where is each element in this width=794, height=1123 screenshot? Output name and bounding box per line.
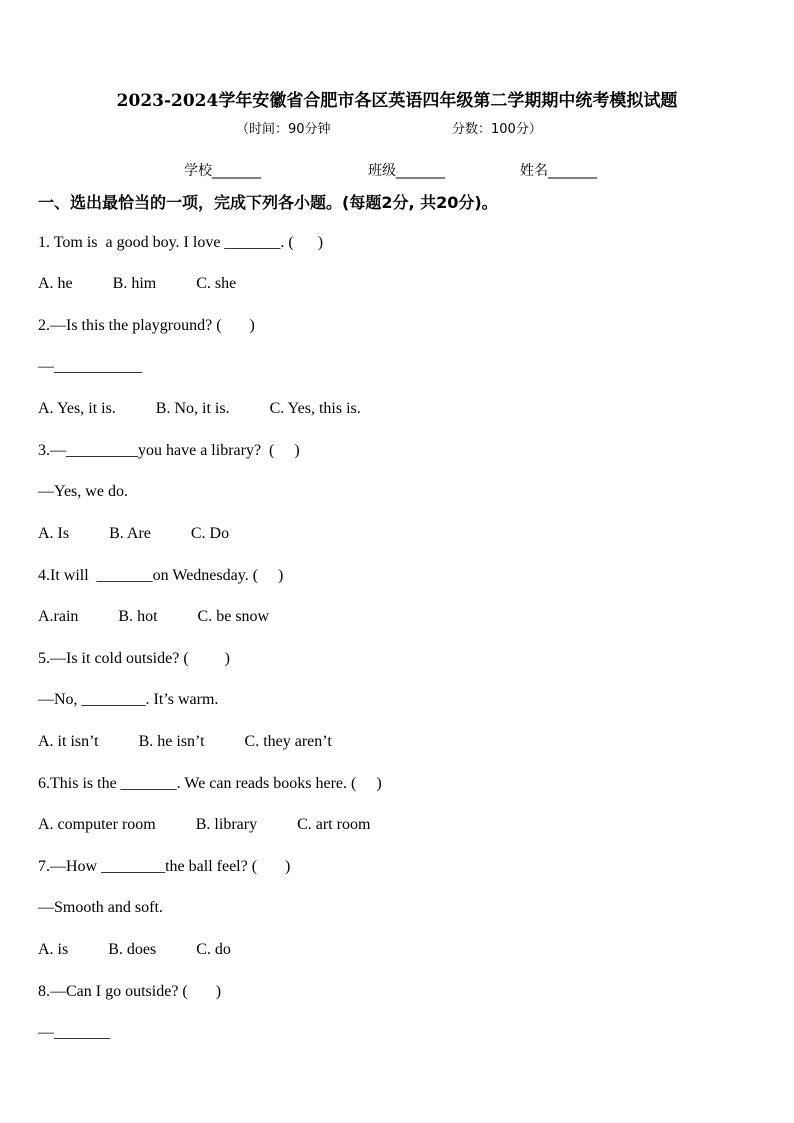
- answer-line: —No, ________. It’s warm.: [38, 691, 219, 708]
- question-line: 4.It will _______on Wednesday. ( ): [38, 567, 284, 584]
- option-line: A. Yes, it is. B. No, it is. C. Yes, this is.: [38, 400, 361, 417]
- exam-time: （时间：90分钟: [236, 122, 331, 137]
- option-line: A. computer room B. library C. art room: [38, 816, 371, 833]
- question-line: 5.—Is it cold outside? ( ): [38, 650, 230, 667]
- answer-line: —Smooth and soft.: [38, 899, 163, 916]
- school-field: 学校_______: [184, 163, 261, 179]
- option-line: A. it isn’t B. he isn’t C. they aren’t: [38, 733, 332, 750]
- question-line: 6.This is the _______. We can reads books here. ( ): [38, 775, 382, 792]
- answer-line: —Yes, we do.: [38, 483, 128, 500]
- section-heading: 一、选出最恰当的一项，完成下列各小题。(每题2分, 共20分)。: [38, 193, 498, 212]
- question-line: 1. Tom is a good boy. I love _______. ( ): [38, 234, 324, 251]
- option-line: A. Is B. Are C. Do: [38, 525, 230, 542]
- question-line: 8.—Can I go outside? ( ): [38, 983, 222, 1000]
- exam-score: 分数：100分）: [452, 122, 542, 137]
- class-field: 班级_______: [368, 163, 445, 179]
- option-line: A. is B. does C. do: [38, 941, 231, 958]
- answer-line: —___________: [38, 358, 142, 375]
- option-line: A.rain B. hot C. be snow: [38, 608, 270, 625]
- answer-line: —_______: [38, 1024, 110, 1041]
- name-field: 姓名_______: [520, 163, 597, 179]
- option-line: A. he B. him C. she: [38, 275, 237, 292]
- question-line: 3.—_________you have a library? ( ): [38, 442, 300, 459]
- question-line: 2.—Is this the playground? ( ): [38, 317, 255, 334]
- exam-title: 2023-2024学年安徽省合肥市各区英语四年级第二学期期中统考模拟试题: [116, 91, 678, 111]
- question-line: 7.—How ________the ball feel? ( ): [38, 858, 291, 875]
